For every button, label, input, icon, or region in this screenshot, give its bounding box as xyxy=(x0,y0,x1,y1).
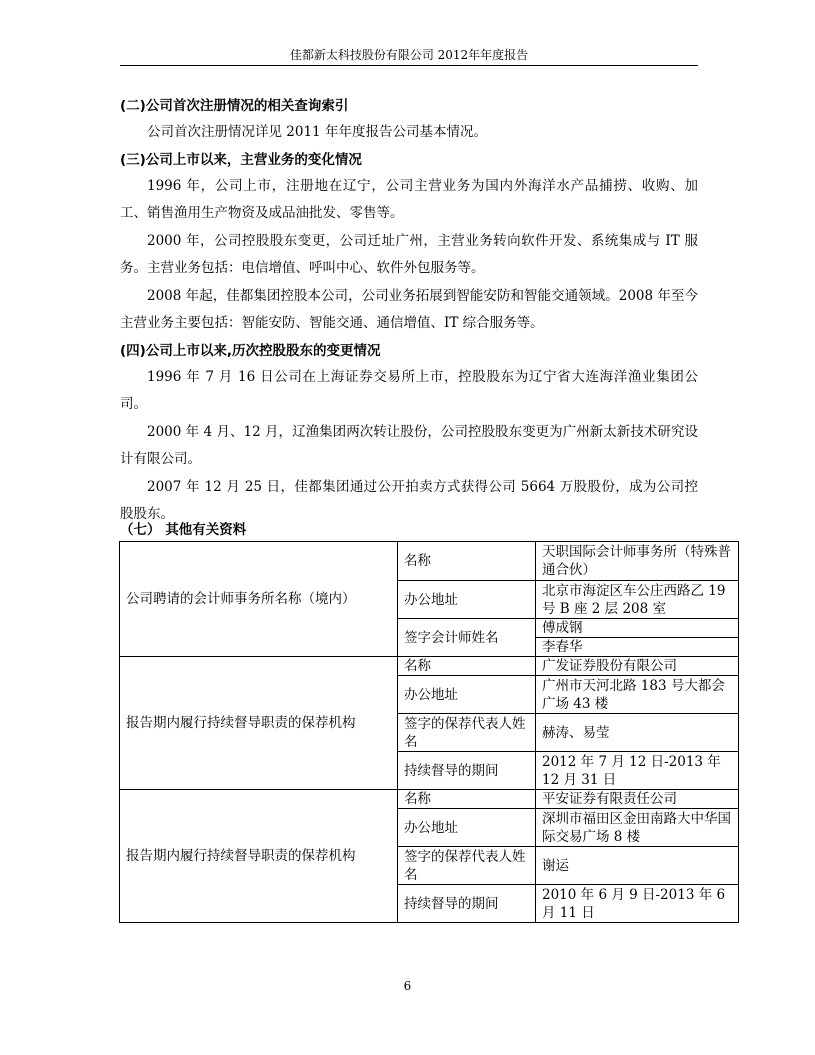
main-content xyxy=(120,93,698,529)
cell-value: 谢运 xyxy=(536,847,739,885)
section-2-paragraph: 公司首次注册情况详见 2011 年年度报告公司基本情况。 xyxy=(147,124,487,140)
cell-value: 2012 年 7 月 12 日-2013 年 12 月 31 日 xyxy=(536,752,739,790)
table-row xyxy=(120,657,739,676)
cell-value: 天职国际会计师事务所（特殊普通合伙） xyxy=(536,542,739,581)
section-4-paragraph-1: 1996 年 7 月 16 日公司在上海证券交易所上市，控股股东为辽宁省大连海洋渔业集团公司。 xyxy=(120,368,698,412)
cell-key: 签字的保荐代表人姓名 xyxy=(398,714,536,752)
page-header: 佳都新太科技股份有限公司 2012年年度报告 xyxy=(289,48,529,62)
cell-key: 持续督导的期间 xyxy=(398,885,536,923)
cell-value: 傅成钢 xyxy=(536,619,739,638)
cell-value: 平安证券有限责任公司 xyxy=(536,790,739,809)
cell-value: 2010 年 6 月 9 日-2013 年 6 月 11 日 xyxy=(536,885,739,923)
cell-key: 签字的保荐代表人姓名 xyxy=(398,847,536,885)
cell-key: 名称 xyxy=(398,790,536,809)
section-4-paragraph-3: 2007 年 12 月 25 日，佳都集团通过公开拍卖方式获得公司 5664 万股股份，成为公司控股股东。 xyxy=(120,478,698,522)
cell-key: 办公地址 xyxy=(398,676,536,714)
header-rule xyxy=(120,65,698,66)
section-4-heading: (四)公司上市以来,历次控股股东的变更情况 xyxy=(120,342,381,359)
cell-key: 持续督导的期间 xyxy=(398,752,536,790)
page-number: 6 xyxy=(403,979,412,993)
section-4-paragraph-2: 2000 年 4 月、12 月，辽渔集团两次转让股份，公司控股股东变更为广州新太新技术研究设计有限公司。 xyxy=(120,423,698,467)
table-row xyxy=(120,790,739,809)
section-2-heading: (二)公司首次注册情况的相关查询索引 xyxy=(120,98,349,114)
cell-value: 赫涛、易莹 xyxy=(536,714,739,752)
sponsor-label-1: 报告期内履行持续督导职责的保荐机构 xyxy=(120,657,398,790)
cell-key: 名称 xyxy=(398,657,536,676)
cell-value: 广州市天河北路 183 号大都会广场 43 楼 xyxy=(536,676,739,714)
table-row xyxy=(120,542,739,581)
cell-key: 名称 xyxy=(398,542,536,581)
cell-value: 广发证券股份有限公司 xyxy=(536,657,739,676)
cell-value: 北京市海淀区车公庄西路乙 19 号 B 座 2 层 208 室 xyxy=(536,581,739,619)
other-info-table xyxy=(119,541,739,923)
cell-value: 李春华 xyxy=(536,638,739,657)
sponsor-label-2: 报告期内履行持续督导职责的保荐机构 xyxy=(120,790,398,923)
section-3-heading: (三)公司上市以来，主营业务的变化情况 xyxy=(120,151,362,168)
cell-key: 办公地址 xyxy=(398,809,536,847)
section-3-paragraph-3: 2008 年起，佳都集团控股本公司，公司业务拓展到智能安防和智能交通领域。2008 年至今主营业务主要包括：智能安防、智能交通、通信增值、IT 综合服务等。 xyxy=(120,287,698,331)
cell-key: 办公地址 xyxy=(398,581,536,619)
section-3-paragraph-1: 1996 年，公司上市，注册地在辽宁，公司主营业务为国内外海洋水产品捕捞、收购、加工、销售渔用生产物资及成品油批发、零售等。 xyxy=(120,177,698,221)
cell-key: 签字会计师姓名 xyxy=(398,619,536,657)
cell-value: 深圳市福田区金田南路大中华国际交易广场 8 楼 xyxy=(536,809,739,847)
section-7-heading: （七） 其他有关资料 xyxy=(120,522,247,538)
section-3-paragraph-2: 2000 年，公司控股股东变更，公司迁址广州，主营业务转向软件开发、系统集成与 IT 服务。主营业务包括：电信增值、呼叫中心、软件外包服务等。 xyxy=(120,232,698,276)
accounting-firm-label: 公司聘请的会计师事务所名称（境内） xyxy=(120,542,398,657)
